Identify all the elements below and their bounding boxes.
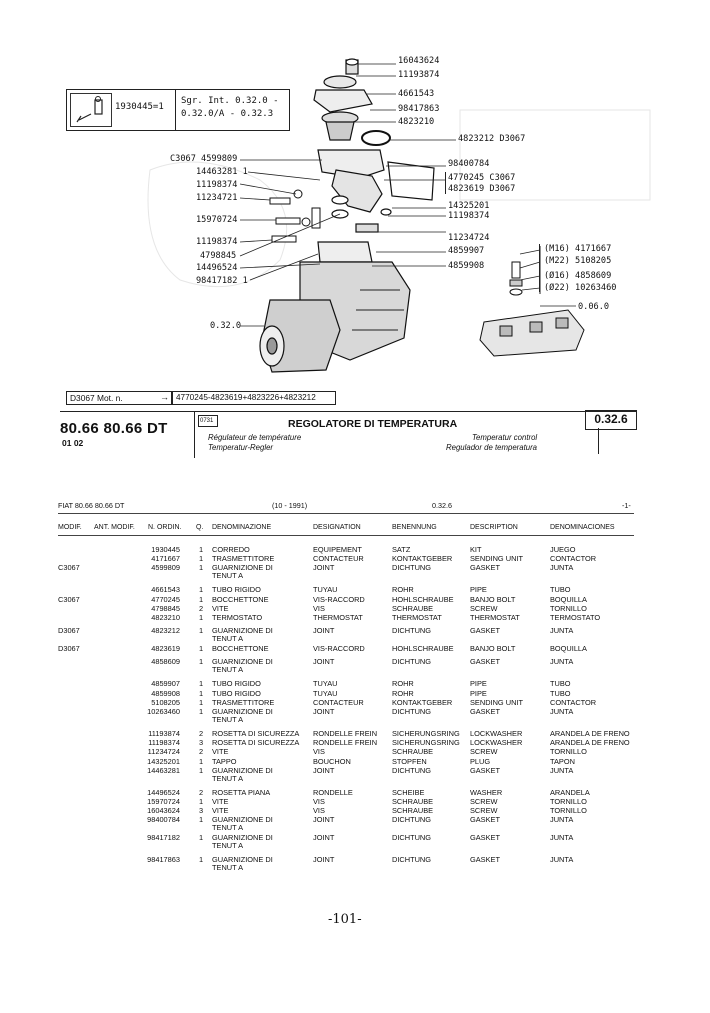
row-designation: JOINT	[313, 707, 335, 716]
row-denominaciones: TUBO	[550, 688, 571, 698]
exploded-diagram	[0, 0, 710, 390]
title-fr: Régulateur de température	[208, 433, 302, 442]
title-tag-box	[198, 415, 218, 427]
row-part-number: 4171667	[151, 554, 180, 564]
callout-left-3: 11234721	[196, 193, 238, 203]
row-quantity: 1	[198, 756, 204, 766]
row-benennung: STOPFEN	[392, 756, 427, 766]
row-modif: C3067	[58, 594, 80, 604]
row-denominazione: ROSETTA DI SICUREZZA	[212, 738, 300, 748]
row-benennung: HOHLSCHRAUBE	[392, 594, 454, 604]
row-part-number: 11193874	[148, 729, 180, 738]
callout-small-3: (Ø22) 10263460	[544, 283, 617, 293]
row-designation: RONDELLE FREIN	[313, 729, 378, 738]
row-designation: JOINT	[313, 626, 335, 636]
row-designation: CONTACTEUR	[313, 697, 364, 707]
group-box	[585, 410, 637, 430]
row-denominazione: GUARNIZIONE DI TENUT A	[212, 563, 273, 581]
row-denominaciones: TAPON	[550, 756, 575, 766]
row-denominazione: VITE	[212, 603, 229, 613]
callout-right-5: 4823212 D3067	[458, 134, 526, 144]
row-quantity: 2	[198, 603, 204, 613]
row-denominazione: GUARNIZIONE DI TENUT A	[212, 833, 273, 851]
callout-small-4: 0.06.0	[578, 302, 610, 312]
row-denominazione: TRASMETTITORE	[212, 697, 275, 707]
row-description: GASKET	[470, 563, 500, 573]
callout-small-0: (M16) 4171667	[544, 244, 612, 254]
sgr-line-2: 0.32.0/A - 0.32.3	[181, 109, 274, 119]
row-part-number: 16043624	[147, 806, 180, 816]
row-denominazione: ROSETTA PIANA	[212, 787, 271, 797]
sgr-line-1: Sgr. Int. 0.32.0 -	[181, 96, 279, 106]
row-description: PIPE	[470, 585, 487, 595]
callout-right-11: 11234724	[448, 233, 490, 243]
kit-code: 1930445=1	[115, 102, 164, 112]
row-designation: RONDELLE	[313, 787, 353, 797]
row-denominaciones: JUNTA	[550, 563, 574, 573]
row-denominaciones: CONTACTOR	[550, 697, 597, 707]
callout-small-1: (M22) 5108205	[544, 256, 612, 266]
row-designation: VIS-RACCORD	[313, 644, 365, 654]
row-denominaciones: ARANDELA DE FRENO	[550, 729, 630, 738]
row-benennung: SCHRAUBE	[392, 747, 434, 757]
row-benennung: DICHTUNG	[392, 707, 432, 716]
row-quantity: 1	[198, 697, 204, 707]
row-benennung: HOHLSCHRAUBE	[392, 644, 454, 654]
col-ant-modif: ANT. MODIF.	[94, 524, 135, 531]
callout-left-6: 4798845	[200, 251, 237, 261]
row-part-number: 4770245	[151, 594, 180, 604]
row-part-number: 4823619	[151, 644, 180, 654]
callout-left-1: 14463281 1	[196, 167, 248, 177]
row-modif: D3067	[58, 644, 80, 654]
row-quantity: 2	[198, 787, 204, 797]
page-footer: -101-	[328, 912, 362, 927]
row-denominaciones: TORNILLO	[550, 603, 587, 613]
row-designation: VIS-RACCORD	[313, 594, 365, 604]
row-description: PIPE	[470, 688, 487, 698]
row-quantity: 1	[198, 644, 204, 654]
callout-left-4: 15970724	[196, 215, 238, 225]
mot-value-box	[172, 391, 336, 405]
row-quantity: 1	[198, 626, 204, 636]
row-quantity: 3	[198, 806, 204, 816]
row-denominazione: GUARNIZIONE DI TENUT A	[212, 855, 273, 873]
row-quantity: 1	[198, 833, 204, 843]
row-benennung: DICHTUNG	[392, 563, 432, 573]
row-denominaciones: CONTACTOR	[550, 554, 597, 564]
thermostat-housing	[314, 59, 434, 232]
row-description: GASKET	[470, 833, 500, 843]
row-benennung: ROHR	[392, 679, 414, 689]
row-designation: VIS	[313, 806, 325, 816]
row-description: BANJO BOLT	[470, 594, 516, 604]
row-designation: JOINT	[313, 855, 335, 865]
row-part-number: 10263460	[147, 707, 180, 716]
list-model: FIAT 80.66 80.66 DT	[58, 501, 125, 510]
row-description: GASKET	[470, 765, 500, 775]
row-modif: D3067	[58, 626, 80, 636]
row-quantity: 1	[198, 554, 204, 564]
callout-right-0: 16043624	[398, 56, 440, 66]
row-description: PLUG	[470, 756, 491, 766]
mot-box	[66, 391, 172, 405]
row-quantity: 1	[198, 545, 204, 554]
row-denominazione: TAPPO	[212, 756, 237, 766]
row-quantity: 1	[198, 707, 204, 716]
row-quantity: 1	[198, 613, 204, 622]
row-denominaciones: JUNTA	[550, 626, 574, 636]
row-part-number: 11198374	[148, 738, 180, 748]
row-designation: THERMOSTAT	[313, 613, 363, 622]
row-part-number: 1930445	[151, 545, 180, 554]
row-part-number: 4859908	[151, 688, 180, 698]
col-modif: MODIF.	[58, 524, 82, 531]
callout-right-7: 4770245 C3067	[448, 173, 516, 183]
row-designation: TUYAU	[313, 679, 338, 689]
row-denominazione: TUBO RIGIDO	[212, 688, 261, 698]
row-description: PIPE	[470, 679, 487, 689]
row-denominazione: GUARNIZIONE DI TENUT A	[212, 707, 273, 724]
row-quantity: 2	[198, 747, 204, 757]
row-part-number: 4858609	[151, 657, 180, 667]
callout-right-3: 98417863	[398, 104, 440, 114]
row-benennung: DICHTUNG	[392, 855, 432, 865]
row-benennung: ROHR	[392, 688, 414, 698]
row-designation: JOINT	[313, 765, 335, 775]
screws	[270, 190, 320, 242]
callout-left-0: C3067 4599809	[170, 154, 238, 164]
row-part-number: 14325201	[147, 756, 180, 766]
row-designation: JOINT	[313, 657, 335, 667]
row-description: GASKET	[470, 855, 500, 865]
row-denominaciones: JUEGO	[550, 545, 576, 554]
row-benennung: DICHTUNG	[392, 626, 432, 636]
row-part-number: 4823212	[151, 626, 180, 636]
row-designation: CONTACTEUR	[313, 554, 364, 564]
row-part-number: 4823210	[151, 613, 180, 622]
callout-right-13: 4859908	[448, 261, 485, 271]
row-quantity: 1	[198, 797, 204, 806]
row-quantity: 3	[198, 738, 204, 748]
callout-right-1: 11193874	[398, 70, 440, 80]
row-description: SENDING UNIT	[470, 554, 523, 564]
row-designation: TUYAU	[313, 585, 338, 595]
row-part-number: 4859907	[151, 679, 180, 689]
row-benennung: DICHTUNG	[392, 657, 432, 667]
col-n-ordin: N. ORDIN.	[148, 524, 182, 531]
row-designation: BOUCHON	[313, 756, 351, 766]
col-denominaciones: DENOMINACIONES	[550, 524, 615, 531]
row-part-number: 4661543	[151, 585, 180, 595]
row-part-number: 14463281	[147, 765, 180, 775]
row-benennung: SICHERUNGSRING	[392, 729, 460, 738]
row-denominaciones: TUBO	[550, 585, 571, 595]
row-benennung: SCHRAUBE	[392, 603, 434, 613]
title-divider-left	[194, 412, 195, 458]
list-page: -1-	[622, 501, 631, 510]
col-qty: Q.	[196, 524, 204, 531]
row-description: LOCKWASHER	[470, 738, 523, 748]
row-denominaciones: ARANDELA DE FRENO	[550, 738, 630, 748]
row-denominaciones: TORNILLO	[550, 797, 587, 806]
row-denominazione: GUARNIZIONE DI TENUT A	[212, 815, 273, 833]
row-denominaciones: TORNILLO	[550, 806, 587, 816]
row-denominazione: VITE	[212, 806, 229, 816]
row-denominaciones: JUNTA	[550, 833, 574, 843]
col-designation: DESIGNATION	[313, 524, 361, 531]
row-part-number: 14496524	[147, 787, 180, 797]
row-benennung: ROHR	[392, 585, 414, 595]
row-quantity: 1	[198, 563, 204, 573]
row-benennung: SICHERUNGSRING	[392, 738, 460, 748]
mot-arrow: →	[160, 392, 169, 402]
group-box-stem	[598, 428, 599, 454]
title-en: Temperatur control	[472, 433, 538, 442]
col-benennung: BENENNUNG	[392, 524, 437, 531]
row-modif: C3067	[58, 563, 80, 573]
row-denominazione: GUARNIZIONE DI TENUT A	[212, 765, 273, 783]
list-header	[0, 501, 710, 511]
row-denominazione: GUARNIZIONE DI TENUT A	[212, 626, 273, 644]
row-benennung: SCHRAUBE	[392, 797, 434, 806]
title-rule-top	[60, 411, 636, 412]
callout-right-6: 98400784	[448, 159, 490, 169]
callout-left-5: 11198374	[196, 237, 238, 247]
callout-small-2: (Ø16) 4858609	[544, 271, 612, 281]
row-quantity: 1	[198, 815, 204, 825]
callout-right-8: 4823619 D3067	[448, 184, 516, 194]
row-part-number: 15970724	[147, 797, 180, 806]
row-denominazione: GUARNIZIONE DI TENUT A	[212, 657, 273, 675]
section-title: REGOLATORE DI TEMPERATURA	[288, 418, 458, 430]
row-quantity: 1	[198, 657, 204, 667]
row-description: GASKET	[470, 657, 500, 667]
row-designation: EQUIPEMENT	[313, 545, 362, 554]
row-part-number: 98400784	[147, 815, 180, 825]
row-quantity: 1	[198, 765, 204, 775]
title-tag: 0731	[200, 418, 214, 424]
row-description: THERMOSTAT	[470, 613, 520, 622]
row-denominazione: VITE	[212, 797, 229, 806]
row-description: BANJO BOLT	[470, 644, 516, 654]
callout-right-2: 4661543	[398, 89, 435, 99]
row-benennung: SCHRAUBE	[392, 806, 434, 816]
row-description: GASKET	[470, 626, 500, 636]
row-benennung: DICHTUNG	[392, 833, 432, 843]
list-group: 0.32.6	[432, 501, 452, 510]
row-designation: VIS	[313, 747, 325, 757]
row-description: SENDING UNIT	[470, 697, 523, 707]
row-benennung: KONTAKTGEBER	[392, 697, 453, 707]
row-description: SCREW	[470, 797, 498, 806]
row-denominazione: BOCCHETTONE	[212, 644, 269, 654]
callout-right-12: 4859907	[448, 246, 485, 256]
row-benennung: KONTAKTGEBER	[392, 554, 453, 564]
row-part-number: 98417863	[147, 855, 180, 865]
row-denominaciones: BOQUILLA	[550, 644, 587, 654]
mot-label: D3067 Mot. n.	[70, 393, 123, 403]
row-benennung: THERMOSTAT	[392, 613, 442, 622]
row-designation: RONDELLE FREIN	[313, 738, 378, 748]
row-denominazione: CORREDO	[212, 545, 250, 554]
row-denominaciones: TORNILLO	[550, 747, 587, 757]
callout-right-10: 11198374	[448, 211, 490, 221]
row-part-number: 4798845	[151, 603, 180, 613]
model-sub: 01 02	[62, 438, 84, 448]
row-description: KIT	[470, 545, 482, 554]
column-headers	[0, 524, 710, 534]
row-quantity: 1	[198, 594, 204, 604]
row-quantity: 2	[198, 729, 204, 738]
row-denominaciones: JUNTA	[550, 855, 574, 865]
row-description: SCREW	[470, 747, 498, 757]
row-denominaciones: BOQUILLA	[550, 594, 587, 604]
row-denominazione: BOCCHETTONE	[212, 594, 269, 604]
model-title: 80.66 80.66 DT	[60, 420, 168, 437]
row-designation: JOINT	[313, 563, 335, 573]
row-designation: JOINT	[313, 815, 335, 825]
row-denominaciones: TUBO	[550, 679, 571, 689]
row-denominaciones: JUNTA	[550, 765, 574, 775]
row-designation: VIS	[313, 797, 325, 806]
callout-left-9: 0.32.0	[210, 321, 242, 331]
row-denominazione: TUBO RIGIDO	[212, 679, 261, 689]
row-denominaciones: JUNTA	[550, 657, 574, 667]
callout-right-9: 14325201	[448, 201, 490, 211]
row-part-number: 98417182	[147, 833, 180, 843]
callout-left-2: 11198374	[196, 180, 238, 190]
row-description: WASHER	[470, 787, 503, 797]
row-designation: TUYAU	[313, 688, 338, 698]
row-part-number: 11234724	[147, 747, 180, 757]
row-benennung: DICHTUNG	[392, 765, 432, 775]
group-number: 0.32.6	[594, 412, 628, 426]
list-date: (10 - 1991)	[272, 501, 308, 510]
title-es: Regulador de temperatura	[446, 443, 538, 452]
row-designation: VIS	[313, 603, 325, 613]
col-denominazione: DENOMINAZIONE	[212, 524, 272, 531]
row-denominaciones: ARANDELA	[550, 787, 590, 797]
row-part-number: 5108205	[151, 697, 180, 707]
water-pump	[260, 242, 410, 372]
row-denominaciones: TERMOSTATO	[550, 613, 601, 622]
row-part-number: 4599809	[151, 563, 180, 573]
row-description: SCREW	[470, 603, 498, 613]
row-description: SCREW	[470, 806, 498, 816]
row-description: LOCKWASHER	[470, 729, 523, 738]
row-denominazione: ROSETTA DI SICUREZZA	[212, 729, 300, 738]
list-rule-header	[58, 535, 634, 536]
row-benennung: SATZ	[392, 545, 411, 554]
row-description: GASKET	[470, 815, 500, 825]
row-designation: JOINT	[313, 833, 335, 843]
list-rule-top	[58, 513, 634, 514]
row-denominazione: TUBO RIGIDO	[212, 585, 261, 595]
row-denominazione: TERMOSTATO	[212, 613, 263, 622]
mot-value: 4770245-4823619+4823226+4823212	[176, 393, 316, 402]
row-quantity: 1	[198, 688, 204, 698]
row-benennung: SCHEIBE	[392, 787, 425, 797]
row-quantity: 1	[198, 585, 204, 595]
title-de: Temperatur-Regler	[208, 443, 274, 452]
callout-right-4: 4823210	[398, 117, 435, 127]
row-denominazione: TRASMETTITORE	[212, 554, 275, 564]
row-quantity: 1	[198, 679, 204, 689]
row-denominazione: VITE	[212, 747, 229, 757]
row-denominaciones: JUNTA	[550, 707, 574, 716]
callout-left-8: 98417182 1	[196, 276, 248, 286]
row-benennung: DICHTUNG	[392, 815, 432, 825]
row-quantity: 1	[198, 855, 204, 865]
row-denominaciones: JUNTA	[550, 815, 574, 825]
col-description: DESCRIPTION	[470, 524, 518, 531]
callout-left-7: 14496524	[196, 263, 238, 273]
row-description: GASKET	[470, 707, 500, 716]
